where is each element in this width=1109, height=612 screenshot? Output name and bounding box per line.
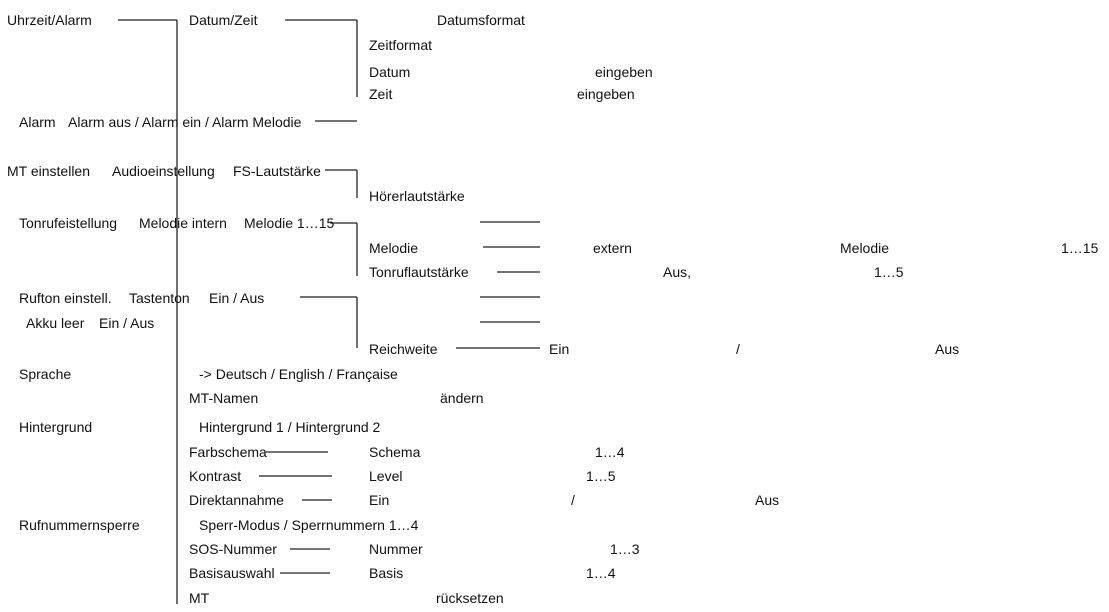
label-kontrast: Kontrast	[189, 468, 242, 484]
label-hoererlautstaerke: Hörerlautstärke	[369, 188, 465, 204]
label-direktannahme: Direktannahme	[189, 492, 284, 508]
label-direkt-ein: Ein	[369, 492, 390, 508]
label-melodie-intern: Melodie intern	[139, 215, 227, 231]
label-datum: Datum	[369, 64, 411, 80]
label-datum-eingeben: eingeben	[595, 64, 653, 80]
label-fs-lautstaerke: FS-Lautstärke	[233, 163, 321, 179]
label-sperr-options: Sperr-Modus / Sperrnummern 1…4	[199, 517, 419, 533]
label-direkt-slash: /	[571, 492, 575, 508]
label-melodie-extern-range: 1…15	[1061, 240, 1099, 256]
label-schema: Schema	[369, 444, 421, 460]
label-tonrufeinstellung: Tonrufeistellung	[19, 215, 118, 231]
label-audioeinstellung: Audioeinstellung	[112, 163, 215, 179]
label-direkt-aus: Aus	[755, 492, 780, 508]
label-alarm-options: Alarm aus / Alarm ein / Alarm Melodie	[68, 114, 302, 130]
label-mt-einstellen: MT einstellen	[7, 163, 91, 179]
label-level-range: 1…5	[586, 468, 616, 484]
label-melodie: Melodie	[369, 240, 419, 256]
label-reichweite-aus: Aus	[935, 341, 960, 357]
label-akku-leer: Akku leer	[26, 315, 85, 331]
label-reichweite-slash: /	[736, 341, 740, 357]
label-alarm: Alarm	[19, 114, 56, 130]
label-rufnummernsperre: Rufnummernsperre	[19, 517, 140, 533]
label-mt: MT	[189, 590, 210, 606]
label-basis: Basis	[369, 565, 404, 581]
label-basisauswahl: Basisauswahl	[189, 565, 275, 581]
label-rufton-einstell: Rufton einstell.	[19, 290, 112, 306]
label-mt-namen: MT-Namen	[189, 390, 259, 406]
label-zeit-eingeben: eingeben	[577, 86, 635, 102]
label-farbschema: Farbschema	[189, 444, 267, 460]
label-tastenton-options: Ein / Aus	[209, 290, 265, 306]
label-sos-nummer: SOS-Nummer	[189, 541, 277, 557]
label-hintergrund: Hintergrund	[19, 419, 93, 435]
label-tonruf-range: 1…5	[874, 264, 904, 280]
label-sprache: Sprache	[19, 366, 72, 382]
label-melodie-extern: Melodie	[840, 240, 890, 256]
label-zeitformat: Zeitformat	[369, 37, 433, 53]
label-uhrzeit-alarm: Uhrzeit/Alarm	[7, 12, 92, 28]
label-tonruf-aus: Aus,	[663, 264, 692, 280]
label-tastenton: Tastenton	[129, 290, 190, 306]
label-akku-options: Ein / Aus	[99, 315, 155, 331]
label-level: Level	[369, 468, 403, 484]
label-schema-range: 1…4	[595, 444, 625, 460]
label-extern: extern	[593, 240, 632, 256]
label-reichweite: Reichweite	[369, 341, 438, 357]
label-datumsformat: Datumsformat	[437, 12, 525, 28]
label-nummer-range: 1…3	[610, 541, 640, 557]
label-zeit: Zeit	[369, 86, 393, 102]
label-nummer: Nummer	[369, 541, 423, 557]
label-hintergrund-options: Hintergrund 1 / Hintergrund 2	[199, 419, 381, 435]
label-tonruflautstaerke: Tonruflautstärke	[369, 264, 469, 280]
label-basis-range: 1…4	[586, 565, 616, 581]
label-ruecksetzen: rücksetzen	[436, 590, 504, 606]
label-melodie-intern-range: Melodie 1…15	[244, 215, 335, 231]
label-sprache-options: -> Deutsch / English / Française	[199, 366, 398, 382]
label-reichweite-ein: Ein	[549, 341, 570, 357]
label-datum-zeit: Datum/Zeit	[189, 12, 258, 28]
label-mt-namen-aendern: ändern	[440, 390, 484, 406]
